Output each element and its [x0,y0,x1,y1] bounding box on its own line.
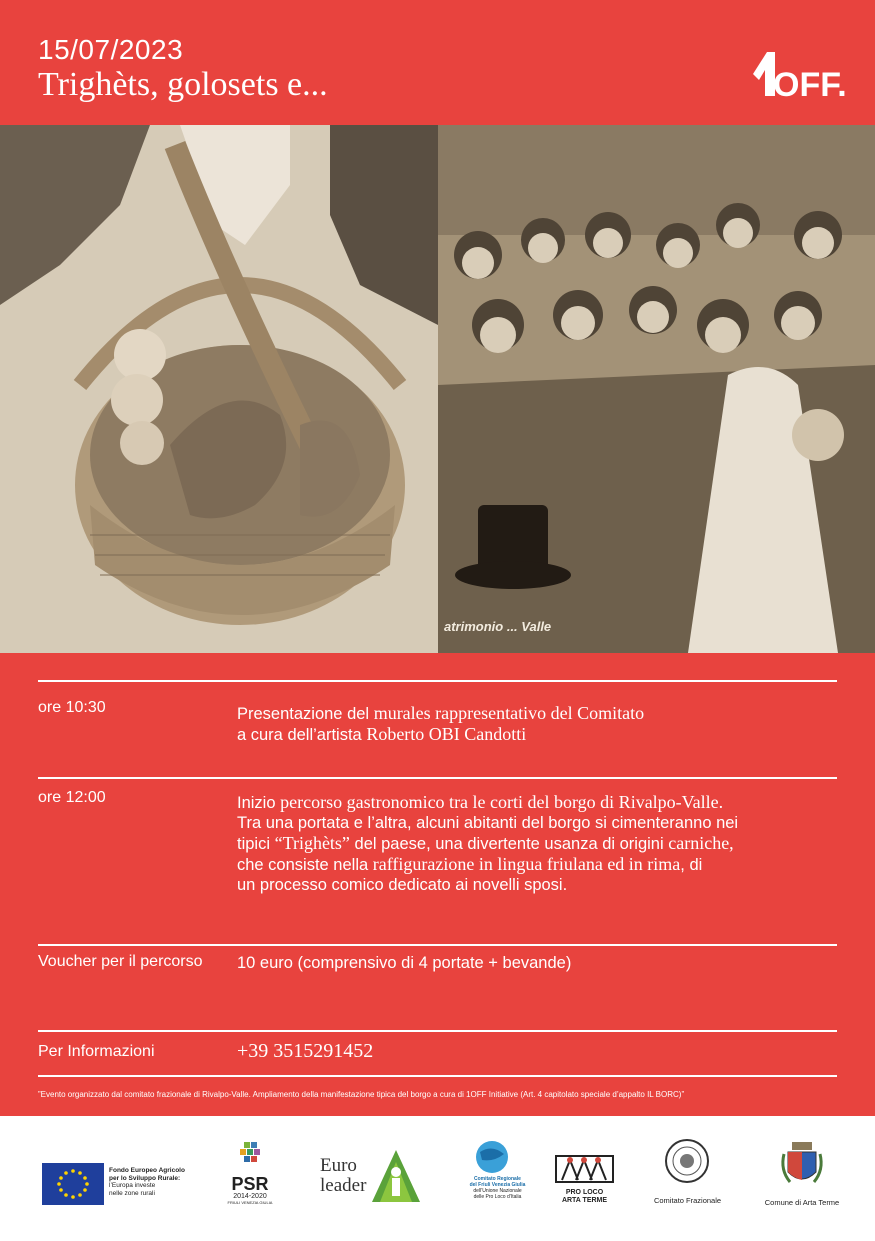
eu-flag-icon [42,1163,104,1205]
1off-logo [745,44,847,104]
program-line: un processo comico dedicato ai novelli sposi. [237,876,568,894]
program-item-1 [237,703,847,745]
organizer-note: ”Evento organizzato dal comitato frazionale di Rivalpo-Valle. Ampliamento della manifestazione tipica del borgo a cura di 1OFF Initiative (Art. 4 capitolato speciale d’appalto IL BORC)” [38,1090,685,1099]
psr-logo: PSR 2014-2020 FRIULI VENEZIA GIULIA [224,1140,276,1210]
coat-of-arms-icon [780,1140,824,1188]
divider [38,777,837,779]
seal-icon [664,1138,710,1184]
tree-icon [368,1148,424,1204]
program-line: che consiste nella raffigurazione in lingua friulana ed in rima, di [237,854,703,874]
proloco-figures-icon [552,1152,617,1184]
voucher-value: 10 euro (comprensivo di 4 portate + bevande) [237,954,572,972]
time-label-2: ore 12:00 [38,789,106,806]
program-line: Inizio percorso gastronomico tra le corti del borgo di Rivalpo-Valle. [237,792,724,812]
event-date: 15/07/2023 [38,34,184,65]
program-line: Presentazione del murales rappresentativo del Comitato [237,703,645,723]
feasr-caption: Fondo Europeo Agricolo per lo Sviluppo Rurale: l’Europa investe nelle zone rurali [109,1167,185,1197]
phone-number: +39 3515291452 [237,1040,374,1062]
globe-icon [472,1140,512,1174]
comitato-frazionale-logo: Comitato Frazionale [650,1138,725,1210]
crowd-photo [438,125,875,653]
comune-logo: Comune di Arta Terme [752,1140,852,1210]
time-label-1: ore 10:30 [38,699,106,716]
event-title: Trighèts, golosets e... [38,66,328,103]
program-line: Tra una portata e l’altra, alcuni abitanti del borgo si cimenteranno nei [237,814,739,832]
proloco-logo: PRO LOCO ARTA TERME [552,1152,617,1207]
photo-caption: atrimonio ... Valle [444,619,552,634]
divider [38,1075,837,1077]
voucher-label: Voucher per il percorso [38,953,203,970]
euro-leader-logo: Euro leader [316,1148,426,1206]
basket-photo [0,125,438,653]
info-label: Per Informazioni [38,1043,155,1060]
program-line: tipici “Trighèts” del paese, una divertente usanza di origini carniche, [237,833,734,853]
svg-text:OFF.: OFF. [773,66,847,104]
divider [38,1030,837,1032]
divider [38,680,837,682]
program-line: a cura dell’artista Roberto OBI Candotti [237,724,527,744]
divider [38,944,837,946]
psr-leaf-icon [224,1140,276,1170]
comitato-regionale-logo: Comitato Regionale del Friuli Venezia Giulia dell’Unione Nazionale delle Pro Loco d’Italia [455,1140,540,1210]
program-item-2 [237,792,847,895]
